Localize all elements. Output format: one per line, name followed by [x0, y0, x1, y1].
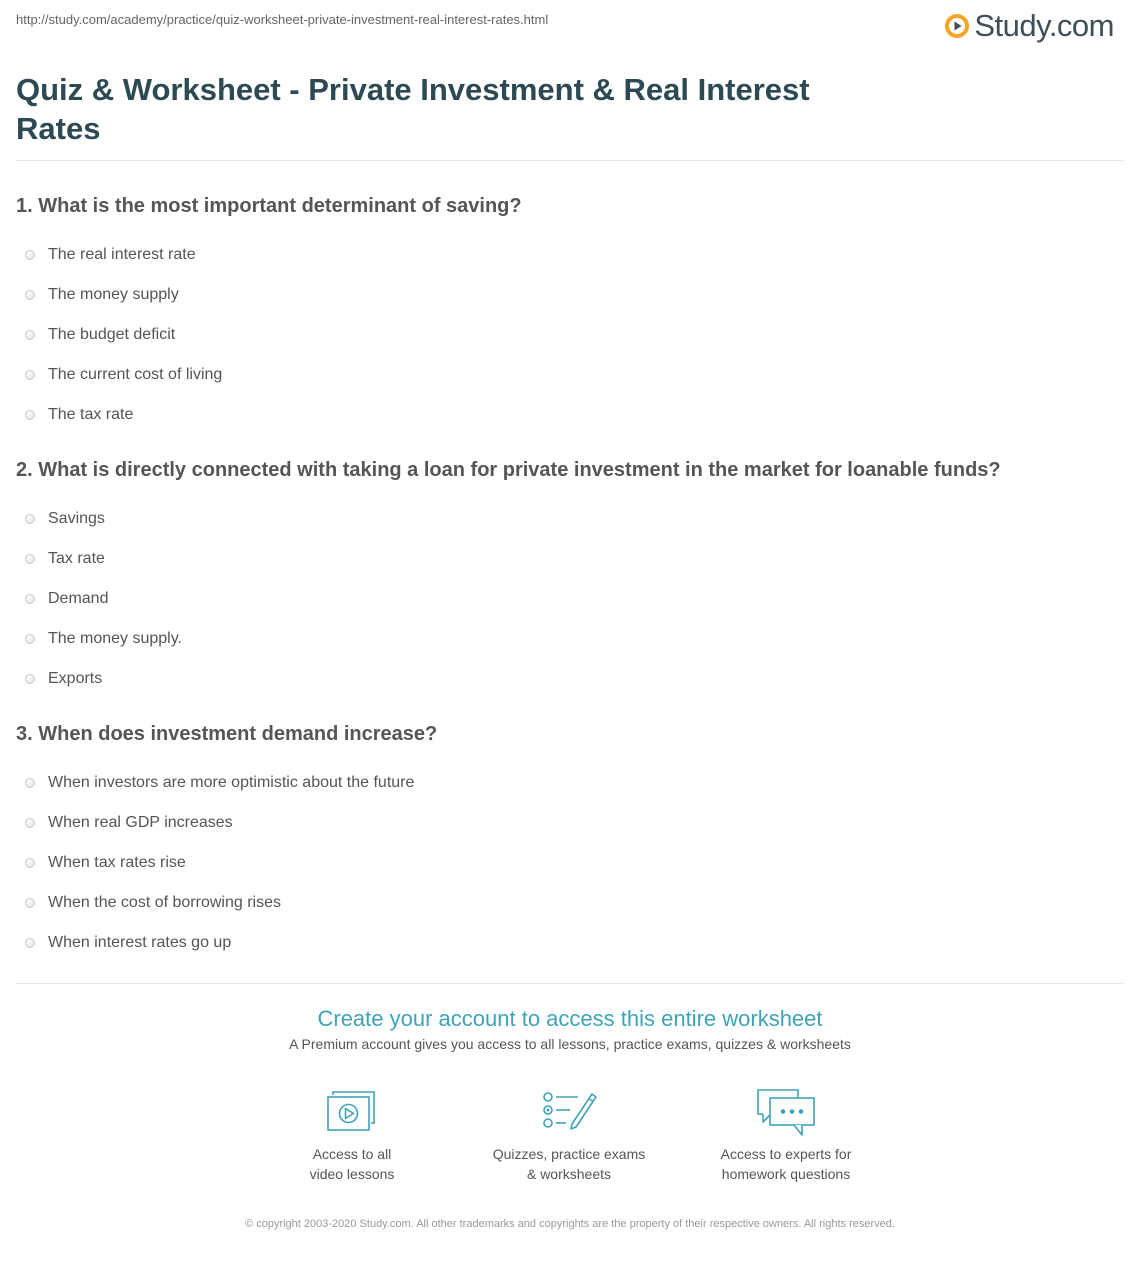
answer-list — [16, 235, 1126, 435]
answer-option[interactable]: Tax rate — [16, 539, 1126, 579]
radio-button-icon[interactable] — [25, 858, 35, 868]
feature-label: Access to experts for homework questions — [720, 1146, 852, 1182]
answer-option[interactable]: When tax rates rise — [16, 843, 1126, 883]
question-1 — [16, 193, 1126, 435]
answer-option[interactable]: The budget deficit — [16, 315, 1126, 355]
question-2 — [16, 457, 1126, 699]
video-lessons-icon — [325, 1088, 379, 1134]
study-logo[interactable] — [944, 8, 1114, 44]
answer-option[interactable]: The money supply — [16, 275, 1126, 315]
question-text: 3. When does investment demand increase? — [16, 723, 438, 745]
feature-label: Access to all video lessons — [309, 1146, 395, 1182]
page-url: http://study.com/academy/practice/quiz-worksheet-private-investment-real-interest-rates.html — [16, 12, 549, 27]
cta-divider — [16, 983, 1124, 984]
chat-bubbles-icon — [754, 1088, 818, 1140]
quiz-checklist-icon — [540, 1088, 598, 1134]
answer-option[interactable]: The money supply. — [16, 619, 1126, 659]
answer-option[interactable]: Exports — [16, 659, 1126, 699]
answer-option[interactable]: The current cost of living — [16, 355, 1126, 395]
title-divider — [16, 160, 1124, 161]
play-circle-icon — [944, 13, 970, 39]
radio-button-icon[interactable] — [25, 938, 35, 948]
answer-list — [16, 499, 1126, 699]
answer-option[interactable]: When the cost of borrowing rises — [16, 883, 1126, 923]
answer-option[interactable]: When investors are more optimistic about the future — [16, 763, 1126, 803]
page-title: Quiz & Worksheet - Private Investment & Real Interest Rates — [16, 72, 810, 146]
answer-option[interactable]: When interest rates go up — [16, 923, 1126, 963]
question-text: 2. What is directly connected with taking a loan for private investment in the market for loanable funds? — [16, 459, 1001, 481]
feature-label: Quizzes, practice exams & worksheets — [492, 1146, 646, 1182]
radio-button-icon[interactable] — [25, 898, 35, 908]
feature-experts — [686, 1088, 886, 1184]
radio-button-icon[interactable] — [25, 290, 35, 300]
feature-video-lessons — [252, 1088, 452, 1184]
radio-button-icon[interactable] — [25, 594, 35, 604]
radio-button-icon[interactable] — [25, 778, 35, 788]
radio-button-icon[interactable] — [25, 818, 35, 828]
radio-button-icon[interactable] — [25, 250, 35, 260]
feature-quizzes — [469, 1088, 669, 1184]
logo-text: Study.com — [974, 8, 1114, 43]
answer-option[interactable]: Savings — [16, 499, 1126, 539]
question-3 — [16, 721, 1126, 963]
cta-subheading: A Premium account gives you access to all lessons, practice exams, quizzes & worksheets — [289, 1036, 851, 1052]
radio-button-icon[interactable] — [25, 370, 35, 380]
radio-button-icon[interactable] — [25, 554, 35, 564]
radio-button-icon[interactable] — [25, 634, 35, 644]
cta-heading[interactable]: Create your account to access this entire worksheet — [317, 1006, 823, 1031]
radio-button-icon[interactable] — [25, 514, 35, 524]
answer-option[interactable]: The tax rate — [16, 395, 1126, 435]
radio-button-icon[interactable] — [25, 410, 35, 420]
answer-option[interactable]: When real GDP increases — [16, 803, 1126, 843]
question-text: 1. What is the most important determinant of saving? — [16, 195, 522, 217]
answer-option[interactable]: The real interest rate — [16, 235, 1126, 275]
radio-button-icon[interactable] — [25, 674, 35, 684]
copyright-text: © copyright 2003-2020 Study.com. All other trademarks and copyrights are the property of their respective owners. All rights reserved. — [245, 1218, 895, 1230]
answer-list — [16, 763, 1126, 963]
radio-button-icon[interactable] — [25, 330, 35, 340]
answer-option[interactable]: Demand — [16, 579, 1126, 619]
